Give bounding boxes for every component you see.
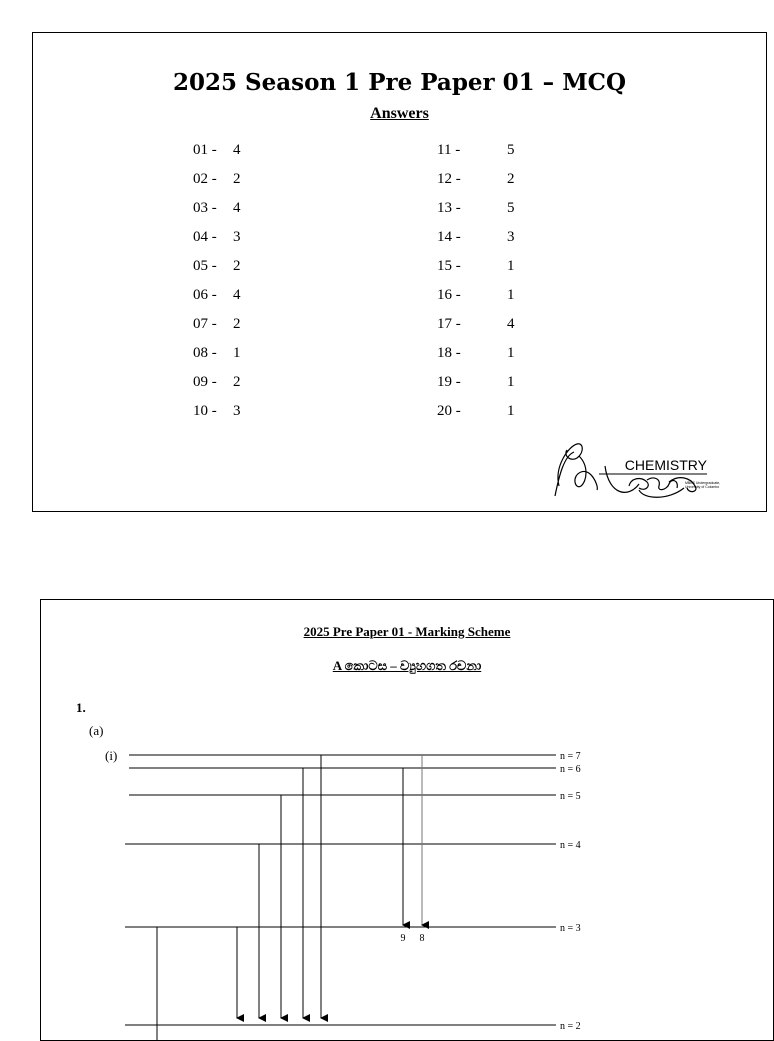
question-number: 15 -: [437, 258, 461, 274]
question-number: 01 -: [193, 142, 217, 158]
answer-value: 1: [507, 403, 515, 419]
answer-value: 3: [507, 229, 515, 245]
energy-level-label: n = 4: [560, 840, 581, 851]
question-number: 05 -: [193, 258, 217, 274]
answer-row: [437, 343, 557, 363]
answer-row: [437, 314, 557, 334]
answer-row: [193, 372, 313, 392]
answer-row: [193, 401, 313, 421]
energy-level-label: n = 2: [560, 1021, 581, 1032]
answer-value: 2: [233, 374, 241, 390]
answer-value: 5: [507, 142, 515, 158]
answer-value: 2: [233, 171, 241, 187]
answer-value: 2: [233, 316, 241, 332]
mcq-answers-card: [32, 32, 767, 512]
question-number: 1.: [76, 700, 86, 715]
question-number: 10 -: [193, 403, 217, 419]
question-number: 04 -: [193, 229, 217, 245]
answer-row: [193, 198, 313, 218]
transition-label: 9: [400, 933, 406, 944]
answer-row: [437, 372, 557, 392]
energy-level-label: n = 6: [560, 764, 581, 775]
answer-value: 3: [233, 403, 241, 419]
answers-heading: Answers: [370, 105, 429, 122]
answer-row: [193, 343, 313, 363]
answer-value: 5: [507, 200, 515, 216]
answer-value: 2: [507, 171, 515, 187]
answer-row: [437, 285, 557, 305]
answer-row: [437, 140, 557, 160]
page-title: 2025 Season 1 Pre Paper 01 – MCQ: [173, 69, 626, 96]
answer-value: 4: [233, 200, 241, 216]
question-number: 14 -: [437, 229, 461, 245]
answer-row: [193, 169, 313, 189]
marking-scheme-card: [40, 599, 774, 1041]
answer-value: 1: [233, 345, 241, 361]
answer-row: [193, 227, 313, 247]
answer-row: [193, 285, 313, 305]
answer-row: [437, 256, 557, 276]
logo-label: CHEMISTRY: [624, 457, 707, 473]
answer-value: 1: [507, 287, 515, 303]
question-part: (a): [89, 723, 104, 738]
answer-value: 3: [233, 229, 241, 245]
chemistry-logo: [519, 426, 721, 496]
answer-row: [437, 227, 557, 247]
answer-value: 1: [507, 258, 515, 274]
question-number: 02 -: [193, 171, 217, 187]
energy-level-diagram: [41, 600, 773, 1040]
answer-value: 1: [507, 374, 515, 390]
answer-value: 4: [233, 287, 241, 303]
section-heading: A කොටස – ව්‍යුහගත රචනා: [332, 658, 482, 673]
question-number: 06 -: [193, 287, 217, 303]
question-number: 12 -: [437, 171, 461, 187]
marking-scheme-title: 2025 Pre Paper 01 - Marking Scheme: [303, 624, 511, 639]
logo-caption-1: MBBS Undergraduate,: [685, 481, 721, 485]
answer-row: [437, 401, 557, 421]
energy-level-label: n = 3: [560, 923, 581, 934]
question-number: 08 -: [193, 345, 217, 361]
question-number: 16 -: [437, 287, 461, 303]
question-number: 18 -: [437, 345, 461, 361]
answer-row: [437, 198, 557, 218]
energy-level-label: n = 5: [560, 791, 581, 802]
logo-caption-2: University of Colombo: [685, 485, 720, 489]
answer-row: [193, 314, 313, 334]
answer-value: 4: [233, 142, 241, 158]
transition-label: 8: [419, 933, 425, 944]
question-number: 09 -: [193, 374, 217, 390]
question-number: 03 -: [193, 200, 217, 216]
question-number: 07 -: [193, 316, 217, 332]
question-number: 17 -: [437, 316, 461, 332]
answer-value: 2: [233, 258, 241, 274]
answer-value: 1: [507, 345, 515, 361]
answer-row: [437, 169, 557, 189]
answer-row: [193, 256, 313, 276]
question-number: 13 -: [437, 200, 461, 216]
question-number: 19 -: [437, 374, 461, 390]
answer-row: [193, 140, 313, 160]
answer-value: 4: [507, 316, 515, 332]
question-number: 20 -: [437, 403, 461, 419]
energy-level-label: n = 7: [560, 751, 581, 762]
question-subpart: (i): [105, 748, 118, 763]
question-number: 11 -: [437, 142, 461, 158]
